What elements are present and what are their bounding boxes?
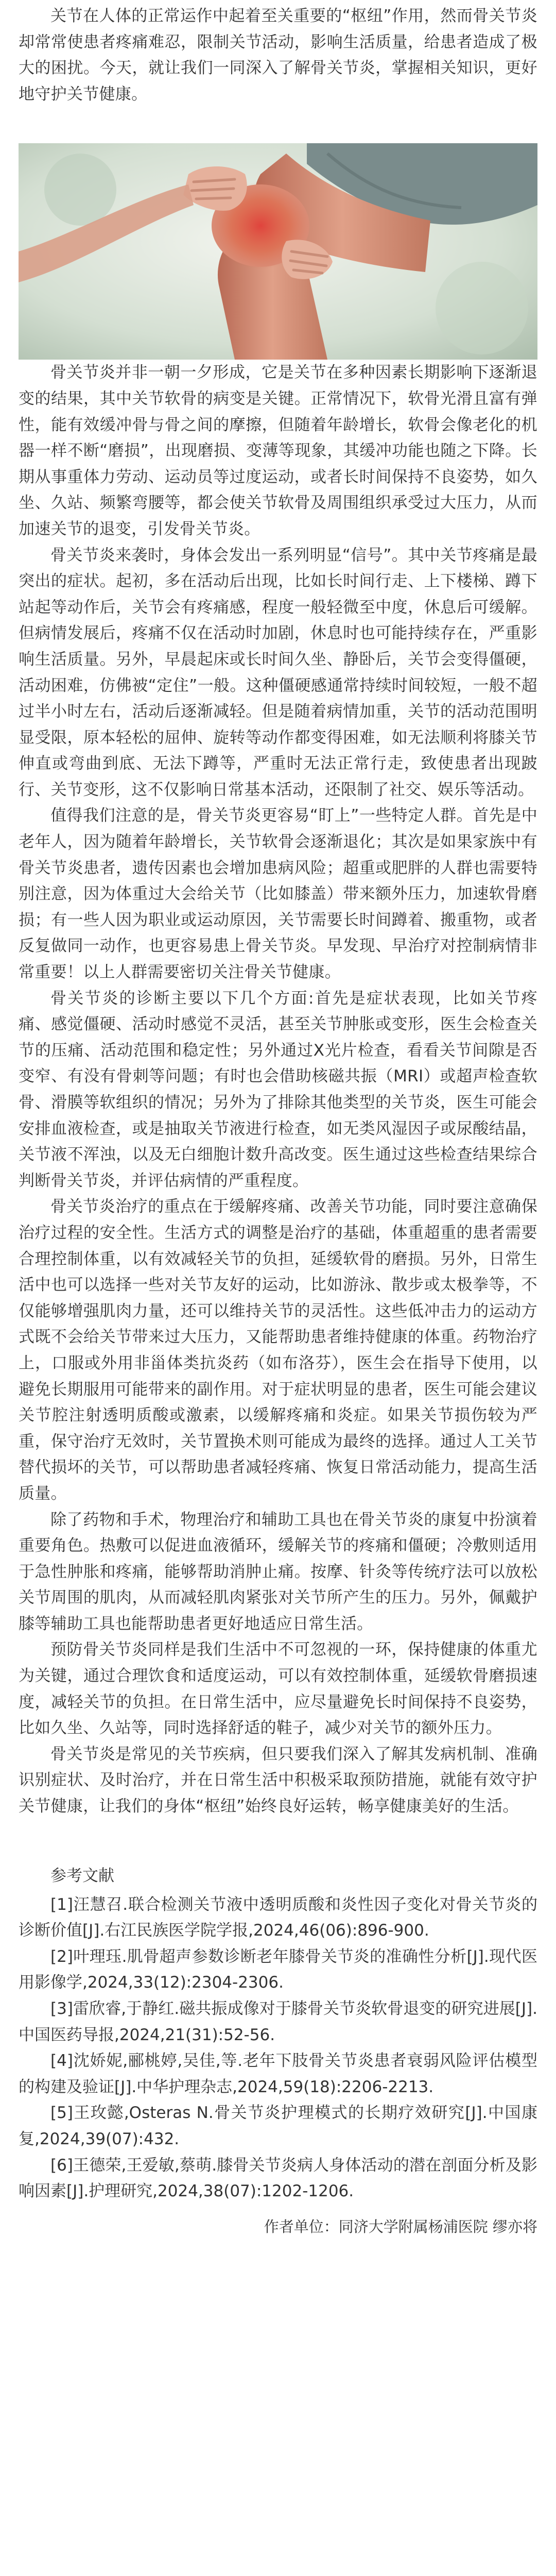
risk-group-paragraph: 值得我们注意的是，骨关节炎更容易“盯上”一些特定人群。首先是中老年人，因为随着年龄增长，关节软骨会逐渐退化；其次是如果家族中有骨关节炎患者，遗传因素也会增加患病风险；超重或肥胖的人群也需要特别注意，因为体重过大会给关节（比如膝盖）带来额外压力，加速软骨磨损；有一些人因为职业或运动原因，关节需要长时间蹲着、搬重物，或者反复做同一动作，也更容易患上骨关节炎。早发现、早治疗对控制病情非常重要！以上人群需要密切关注骨关节健康。 xyxy=(19,806,537,982)
reference-item: [6]王德荣,王爱敏,蔡萌.膝骨关节炎病人身体活动的潜在剖面分析及影响因素[J].护理研究,2024,38(07):1202-1206. xyxy=(19,2156,537,2201)
author-affiliation: 作者单位：同济大学附属杨浦医院 缪亦将 xyxy=(264,2217,537,2235)
references-section xyxy=(19,1863,537,2205)
conclusion-paragraph: 骨关节炎是常见的关节疾病，但只要我们深入了解其发病机制、准确识别症状、及时治疗，并在日常生活中积极采取预防措施，就能有效守护关节健康，让我们的身体“枢纽”始终良好运转，畅享健康美好的生活。 xyxy=(19,1744,537,1816)
knee-pain-photo xyxy=(19,143,537,360)
reference-item: [2]叶理珏.肌骨超声参数诊断老年膝骨关节炎的准确性分析[J].现代医用影像学,2024,33(12):2304-2306. xyxy=(19,1947,537,1992)
intro-paragraph: 关节在人体的正常运作中起着至关重要的“枢纽”作用，然而骨关节炎却常常使患者疼痛难忍，限制关节活动，影响生活质量，给患者造成了极大的困扰。今天，就让我们一同深入了解骨关节炎，掌握相关知识，更好地守护关节健康。 xyxy=(19,7,537,104)
reference-item: [3]雷欣睿,于静红.磁共振成像对于膝骨关节炎软骨退变的研究进展[J].中国医药导报,2024,21(31):52-56. xyxy=(19,1999,537,2044)
reference-item: [5]王玫懿,Osteras N.骨关节炎护理模式的长期疗效研究[J].中国康复,2024,39(07):432. xyxy=(19,2104,537,2148)
symptom-paragraph: 骨关节炎来袭时，身体会发出一系列明显“信号”。其中关节疼痛是最突出的症状。起初，多在活动后出现，比如长时间行走、上下楼梯、蹲下站起等动作后，关节会有疼痛感，程度一般轻微至中度，休息后可缓解。但病情发展后，疼痛不仅在活动时加剧，休息时也可能持续存在，严重影响生活质量。另外，早晨起床或长时间久坐、静卧后，关节会变得僵硬，活动困难，仿佛被“定住”一般。这种僵硬感通常持续时间较短，一般不超过半小时左右，活动后逐渐减轻。但是随着病情加重，关节的活动范围明显受限，原本轻松的屈伸、旋转等动作都变得困难，如无法顺利将膝关节伸直或弯曲到底、无法下蹲等，严重时无法正常行走，致使患者出现跛行、关节变形，这不仅影响日常基本活动，还限制了社交、娱乐等活动。 xyxy=(19,546,537,799)
cause-paragraph: 骨关节炎并非一朝一夕形成，它是关节在多种因素长期影响下逐渐退变的结果，其中关节软骨的病变是关键。正常情况下，软骨光滑且富有弹性，能有效缓冲骨与骨之间的摩擦，但随着年龄增长，软骨会像老化的机器一样不断“磨损”，出现磨损、变薄等现象，其缓冲功能也随之下降。长期从事重体力劳动、运动员等过度运动，或者长时间保持不良姿势，如久坐、久站、频繁弯腰等，都会使关节软骨及周围组织承受过大压力，从而加速关节的退变，引发骨关节炎。 xyxy=(19,363,537,538)
references-title: 参考文献 xyxy=(50,1866,114,1885)
treatment-paragraph: 骨关节炎治疗的重点在于缓解疼痛、改善关节功能，同时要注意确保治疗过程的安全性。生活方式的调整是治疗的基础，体重超重的患者需要合理控制体重，以有效减轻关节的负担，延缓软骨的磨损。另外，日常生活中也可以选择一些对关节友好的运动，比如游泳、散步或太极拳等，不仅能够增强肌肉力量，还可以维持关节的灵活性。这些低冲击力的运动方式既不会给关节带来过大压力，又能帮助患者维持健康的体重。药物治疗上，口服或外用非甾体类抗炎药（如布洛芬），医生会在指导下使用，以避免长期服用可能带来的副作用。对于症状明显的患者，医生可能会建议关节腔注射透明质酸或激素，以缓解疼痛和炎症。如果关节损伤较为严重，保守治疗无效时，关节置换术则可能成为最终的选择。通过人工关节替代损坏的关节，可以帮助患者减轻疼痛、恢复日常活动能力，提高生活质量。 xyxy=(19,1197,537,1503)
reference-item: [1]汪慧召.联合检测关节液中透明质酸和炎性因子变化对骨关节炎的诊断价值[J].右江民族医学院学报,2024,46(06):896-900. xyxy=(19,1895,537,1940)
knee-pain-illustration xyxy=(19,143,537,360)
reference-item: [4]沈娇妮,郦桃婷,吴佳,等.老年下肢骨关节炎患者衰弱风险评估模型的构建及验证[J].中华护理杂志,2024,59(18):2206-2213. xyxy=(19,2052,537,2096)
diagnosis-paragraph: 骨关节炎的诊断主要以下几个方面:首先是症状表现，比如关节疼痛、感觉僵硬、活动时感觉不灵活，甚至关节肿胀或变形，医生会检查关节的压痛、活动范围和稳定性；另外通过X光片检查，看看关节间隙是否变窄、有没有骨刺等问题；有时也会借助核磁共振（MRI）或超声检查软骨、滑膜等软组织的情况；另外为了排除其他类型的关节炎，医生可能会安排血液检查，或是抽取关节液进行检查，如无类风湿因子或尿酸结晶，关节液不浑浊，以及无白细胞计数升高改变。医生通过这些检查结果综合判断骨关节炎，并评估病情的严重程度。 xyxy=(19,989,537,1190)
physical-therapy-paragraph: 除了药物和手术，物理治疗和辅助工具也在骨关节炎的康复中扮演着重要角色。热敷可以促进血液循环，缓解关节的疼痛和僵硬；冷敷则适用于急性肿胀和疼痛，能够帮助消肿止痛。按摩、针灸等传统疗法可以放松关节周围的肌肉，从而减轻肌肉紧张对关节所产生的压力。另外，佩戴护膝等辅助工具也能帮助患者更好地适应日常生活。 xyxy=(19,1510,537,1633)
prevention-paragraph: 预防骨关节炎同样是我们生活中不可忽视的一环，保持健康的体重尤为关键，通过合理饮食和适度运动，可以有效控制体重，延缓软骨磨损速度，减轻关节的负担。在日常生活中，应尽量避免长时间保持不良姿势，比如久坐、久站等，同时选择舒适的鞋子，减少对关节的额外压力。 xyxy=(19,1640,537,1738)
